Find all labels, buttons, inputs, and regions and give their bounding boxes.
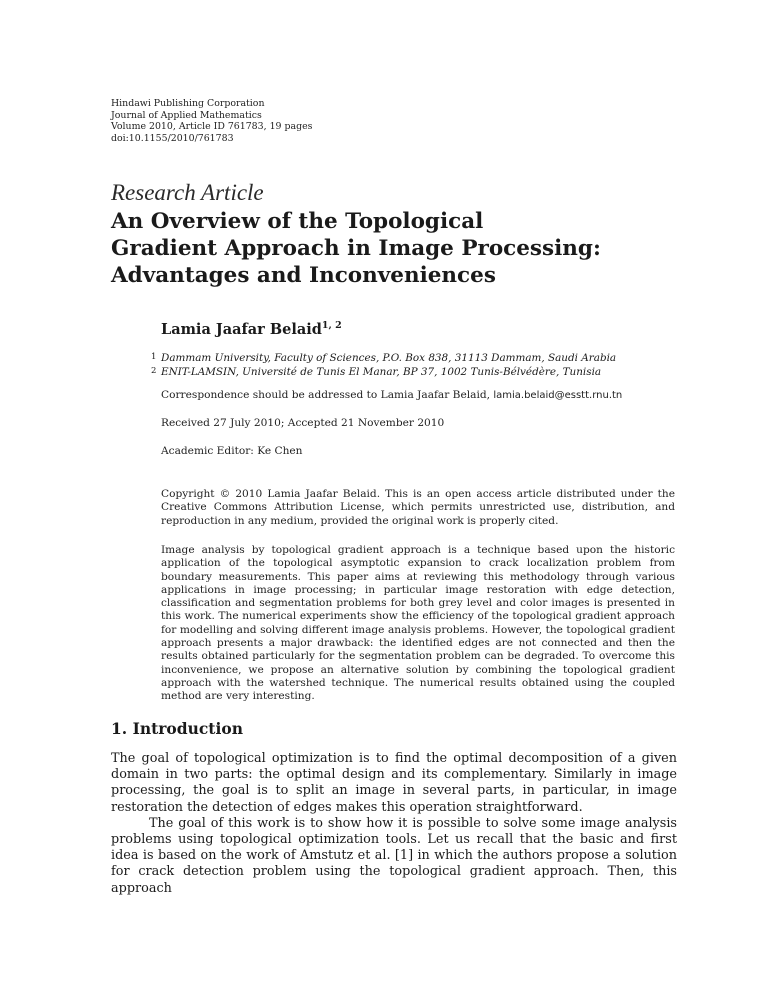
affiliation-text: ENIT-LAMSIN, Université de Tunis El Manar, BP 37, 1002 Tunis-Bélvédère, Tunisia bbox=[161, 366, 602, 378]
journal-publisher: Hindawi Publishing Corporation bbox=[111, 98, 265, 109]
correspondence bbox=[161, 389, 622, 401]
title-line: An Overview of the Topological bbox=[111, 209, 484, 234]
affiliation-number: 1 bbox=[151, 352, 157, 362]
body-text bbox=[111, 751, 677, 897]
copyright-notice: Copyright © 2010 Lamia Jaafar Belaid. This is an open access article distributed under the Creative Commons Attribution License, which permits unrestricted use, distribution, and reproduction in any medium, provided the original work is properly cited. bbox=[161, 488, 675, 527]
section-heading: 1. Introduction bbox=[111, 719, 243, 738]
paragraph: The goal of topological optimization is to find the optimal decomposition of a given domain in two parts: the optimal design and its complementary. Similarly in image processing, the goal is to split an image in several parts, in particular, in image restoration the detection of edges makes this operation straightforward. bbox=[111, 751, 677, 815]
affiliation bbox=[151, 365, 616, 379]
affiliation-text: Dammam University, Faculty of Sciences, P.O. Box 838, 31113 Dammam, Saudi Arabia bbox=[161, 352, 617, 364]
journal-doi: doi:10.1155/2010/761783 bbox=[111, 132, 234, 144]
author-name: Lamia Jaafar Belaid bbox=[161, 321, 322, 338]
paragraph: The goal of this work is to show how it is possible to solve some image analysis problems using topological optimization tools. Let us recall that the basic and first idea is based on the work of Amstutz et al. [1] in which the authors propose a solution for crack detection problem using the topological gradient approach. Then, this approach bbox=[111, 815, 677, 896]
affiliation bbox=[151, 351, 616, 365]
correspondence-text: Correspondence should be addressed to Lamia Jaafar Belaid, bbox=[161, 389, 494, 401]
title-line: Gradient Approach in Image Processing: bbox=[111, 236, 601, 261]
correspondence-email-link[interactable]: lamia.belaid@esstt.rnu.tn bbox=[493, 390, 623, 401]
abstract: Image analysis by topological gradient approach is a technique based upon the historic application of the topological asymptotic expansion to crack localization problem from boundary measurements. This paper aims at reviewing this methodology through various applications in image processing; in particular image restoration with edge detection, classification and segmentation problems for both grey level and color images is presented in this work. The numerical experiments show the efficiency of the topological gradient approach for modelling and solving different image analysis problems. However, the topological gradient approach presents a major drawback: the identified edges are not connected and then the results obtained particularly for the segmentation problem can be degraded. To overcome this inconvenience, we propose an alternative solution by combining the topological gradient approach with the watershed technique. The numerical results obtained using the coupled method are very interesting. bbox=[161, 544, 675, 703]
article-title bbox=[111, 208, 671, 289]
journal-volume: Volume 2010, Article ID 761783, 19 pages bbox=[111, 121, 313, 132]
author-affiliation-marks: 1, 2 bbox=[321, 320, 342, 331]
journal-header bbox=[111, 98, 312, 144]
author bbox=[161, 320, 342, 338]
affiliation-number: 2 bbox=[151, 366, 157, 376]
dates: Received 27 July 2010; Accepted 21 November 2010 bbox=[161, 417, 445, 429]
article-type: Research Article bbox=[111, 180, 264, 205]
title-line: Advantages and Inconveniences bbox=[111, 263, 496, 288]
academic-editor: Academic Editor: Ke Chen bbox=[161, 445, 303, 457]
affiliations bbox=[151, 351, 616, 379]
journal-name: Journal of Applied Mathematics bbox=[111, 109, 262, 121]
